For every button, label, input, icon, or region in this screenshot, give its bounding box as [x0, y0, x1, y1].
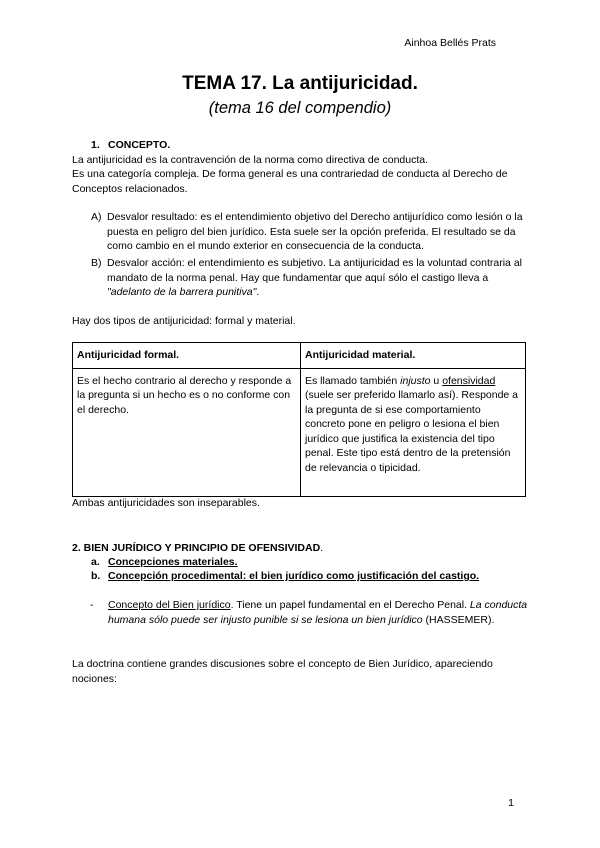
- table-header-row: [73, 343, 526, 369]
- list-item-a-text: Desvalor resultado: es el entendimiento objetivo del Derecho antijurídico como lesión o la puesta en peligro del bien jurídico. Esta suele ser la opción preferida. El resultado se da como cambio en el mundo exterior en consecuencia de la conducta.: [107, 211, 523, 252]
- list-item-b: [91, 256, 531, 300]
- sub-item-a-label: a.: [91, 556, 100, 568]
- section1-para1: La antijuricidad es la contravención de la norma como directiva de conducta.: [72, 154, 429, 166]
- section1-closing: Ambas antijuricidades son inseparables.: [72, 497, 260, 509]
- sub-item-b-label: b.: [91, 570, 101, 582]
- section2-title-end: .: [320, 542, 324, 554]
- section1-number: 1.: [91, 139, 100, 151]
- material-text-2: u: [430, 374, 443, 387]
- section1-title: CONCEPTO.: [108, 139, 171, 151]
- section2-heading: [72, 541, 323, 556]
- material-text-1: Es llamado también: [305, 374, 401, 387]
- bien-juridico-link[interactable]: Concepto del Bien jurídico: [108, 599, 231, 611]
- section2-closing: La doctrina contiene grandes discusiones sobre el concepto de Bien Jurídico, apareciendo nociones:: [72, 658, 493, 685]
- material-ofensividad: ofensividad: [442, 374, 496, 387]
- page-subtitle: (tema 16 del compendio): [208, 99, 392, 117]
- types-intro: Hay dos tipos de antijuricidad: formal y material.: [72, 315, 296, 327]
- list-item-b-end: .: [256, 286, 260, 298]
- dash-item-bullet: -: [90, 599, 94, 611]
- sub-item-b-text: Concepción procedimental: el bien jurídico como justificación del castigo.: [108, 570, 480, 582]
- table-header-material: Antijuricidad material.: [301, 343, 526, 369]
- dash-item-body: [108, 598, 530, 627]
- material-text-3: (suele ser preferido llamarlo así). Responde a la pregunta de si ese comportamiento concreto pone en peligro o lesiona el bien jurídico que justifica la existencia del tipo penal. Este tipo está dentro de la pretensión de relevancia o tipicidad.: [305, 389, 519, 474]
- dash-item-end: (HASSEMER).: [422, 613, 495, 626]
- sub-item-b: [91, 569, 479, 584]
- table-cell-material: [301, 368, 526, 496]
- sub-item-a-text: Concepciones materiales.: [108, 556, 238, 568]
- list-item-b-text: Desvalor acción: el entendimiento es subjetivo. La antijuricidad es la voluntad contraria al mandato de la norma penal. Hay que fundamentar que aquí sólo el castigo lleva a: [107, 257, 522, 284]
- dash-item-italic: La conducta humana sólo puede ser injusto punible si se lesiona un bien jurídico: [108, 599, 528, 626]
- list-item-b-body: [107, 256, 531, 300]
- table-cell-formal: Es el hecho contrario al derecho y responde a la pregunta si un hecho es o no conforme con el derecho.: [73, 368, 301, 496]
- list-item-b-quote: "adelanto de la barrera punitiva": [107, 286, 257, 298]
- section1-heading: [91, 138, 170, 153]
- table-header-formal: Antijuricidad formal.: [73, 343, 301, 369]
- list-item-a: [91, 210, 531, 254]
- dash-item: [90, 598, 530, 627]
- page-title: TEMA 17. La antijuricidad.: [182, 73, 418, 94]
- list-item-a-label: A): [91, 211, 102, 223]
- table-row: [73, 368, 526, 496]
- section2-title: 2. BIEN JURÍDICO Y PRINCIPIO DE OFENSIVIDAD: [72, 542, 321, 554]
- material-injusto: injusto: [400, 374, 431, 387]
- page-number: 1: [508, 797, 514, 809]
- dash-item-text: . Tiene un papel fundamental en el Derecho Penal.: [230, 599, 470, 611]
- list-item-b-label: B): [91, 257, 102, 269]
- section1-para2: Es una categoría compleja. De forma general es una contrariedad de conducta al Derecho de Conceptos relacionados.: [72, 168, 508, 195]
- comparison-table: [72, 342, 526, 497]
- sub-item-a: [91, 555, 238, 570]
- author-name: Ainhoa Bellés Prats: [404, 37, 496, 49]
